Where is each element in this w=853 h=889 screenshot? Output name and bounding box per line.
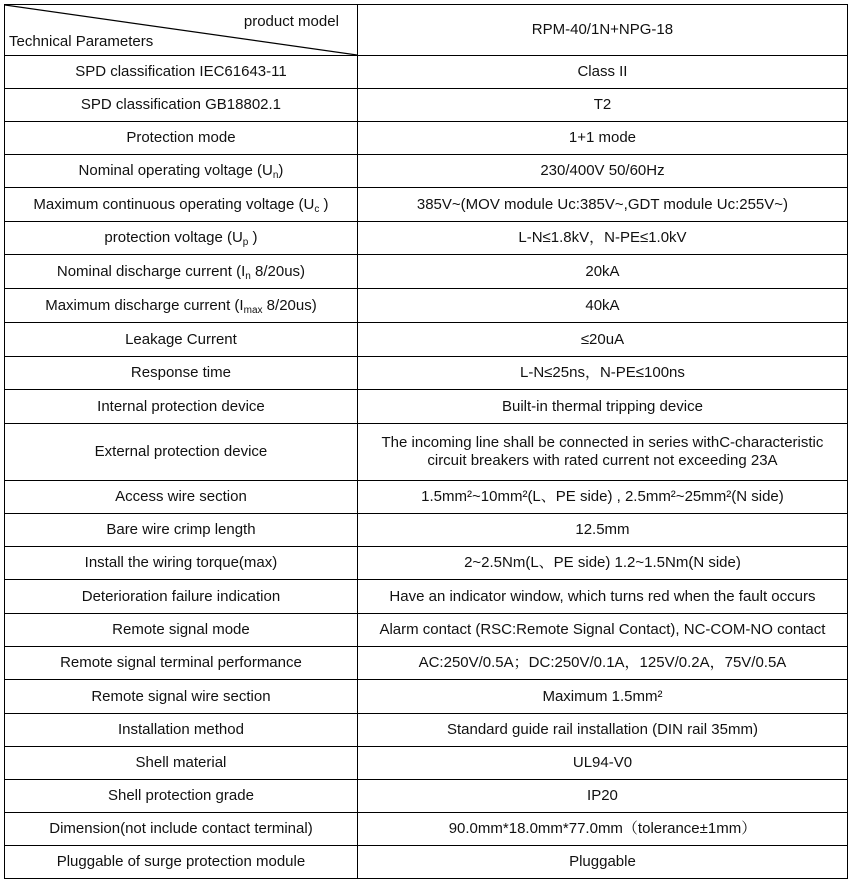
value-cell: Pluggable <box>357 846 847 879</box>
value-cell: 90.0mm*18.0mm*77.0mm（tolerance±1mm） <box>357 813 847 846</box>
param-subscript: n <box>272 170 279 181</box>
table-row <box>5 89 848 122</box>
table-row <box>5 680 848 714</box>
param-cell: Shell material <box>5 747 358 780</box>
param-text: protection voltage (U <box>104 229 243 246</box>
technical-parameters-label: Technical Parameters <box>9 33 154 50</box>
param-cell <box>5 155 358 188</box>
value-cell: ≤20uA <box>357 323 847 357</box>
param-subscript: p <box>242 237 249 248</box>
table-row <box>5 780 848 813</box>
param-cell: Internal protection device <box>5 390 358 424</box>
table-row <box>5 647 848 680</box>
value-cell: T2 <box>357 89 847 122</box>
table-row <box>5 846 848 879</box>
param-text: Maximum continuous operating voltage (U <box>33 195 315 213</box>
param-text: Maximum discharge current (I <box>45 296 244 314</box>
param-cell <box>5 222 358 255</box>
value-cell: Have an indicator window, which turns red when the fault occurs <box>357 580 847 614</box>
table-row <box>5 155 848 188</box>
table-row <box>5 357 848 390</box>
value-cell: 20kA <box>357 255 847 289</box>
value-cell: UL94-V0 <box>357 747 847 780</box>
param-subscript: max <box>243 304 263 316</box>
value-cell: 385V~(MOV module Uc:385V~,GDT module Uc:255V~) <box>357 188 847 222</box>
param-text-end: ) <box>248 229 258 246</box>
param-cell: Shell protection grade <box>5 780 358 813</box>
param-cell: Protection mode <box>5 122 358 155</box>
param-cell: Access wire section <box>5 481 358 514</box>
table-row <box>5 323 848 357</box>
value-cell: 1+1 mode <box>357 122 847 155</box>
param-cell: Remote signal terminal performance <box>5 647 358 680</box>
header-row <box>5 5 848 56</box>
table-row <box>5 747 848 780</box>
value-cell: IP20 <box>357 780 847 813</box>
param-subscript: n <box>245 270 251 282</box>
param-cell: Remote signal wire section <box>5 680 358 714</box>
table-row <box>5 122 848 155</box>
model-cell: RPM-40/1N+NPG-18 <box>357 5 847 56</box>
param-cell: Install the wiring torque(max) <box>5 547 358 580</box>
value-cell: Standard guide rail installation (DIN rail 35mm) <box>357 714 847 747</box>
value-cell: Alarm contact (RSC:Remote Signal Contact), NC-COM-NO contact <box>357 614 847 647</box>
table-row <box>5 481 848 514</box>
table-row <box>5 813 848 846</box>
spec-table <box>4 4 848 879</box>
value-cell: L-N≤1.8kV，N-PE≤1.0kV <box>357 222 847 255</box>
param-text-end: 8/20us) <box>262 296 317 314</box>
table-row <box>5 580 848 614</box>
value-cell: 12.5mm <box>357 514 847 547</box>
param-cell <box>5 255 358 289</box>
param-text-end: ) <box>278 162 284 179</box>
table-row <box>5 547 848 580</box>
table-row <box>5 255 848 289</box>
param-cell: Installation method <box>5 714 358 747</box>
value-cell: Built-in thermal tripping device <box>357 390 847 424</box>
table-row <box>5 222 848 255</box>
param-cell: SPD classification GB18802.1 <box>5 89 358 122</box>
param-subscript: c <box>314 203 320 215</box>
table-row <box>5 390 848 424</box>
param-cell: Leakage Current <box>5 323 358 357</box>
product-model-label: product model <box>243 13 339 30</box>
table-row <box>5 514 848 547</box>
value-cell: 230/400V 50/60Hz <box>357 155 847 188</box>
param-cell: Deterioration failure indication <box>5 580 358 614</box>
value-cell: L-N≤25ns，N-PE≤100ns <box>357 357 847 390</box>
param-cell: External protection device <box>5 424 358 481</box>
value-cell: Class II <box>357 56 847 89</box>
param-text-end: 8/20us) <box>250 262 306 280</box>
value-cell: 1.5mm²~10mm²(L、PE side) , 2.5mm²~25mm²(N side) <box>357 481 847 514</box>
param-cell: SPD classification IEC61643-11 <box>5 56 358 89</box>
param-cell: Remote signal mode <box>5 614 358 647</box>
param-cell: Pluggable of surge protection module <box>5 846 358 879</box>
value-cell: AC:250V/0.5A；DC:250V/0.1A，125V/0.2A，75V/0.5A <box>357 647 847 680</box>
table-row <box>5 714 848 747</box>
diagonal-header-cell <box>5 5 358 56</box>
param-text-end: ) <box>319 195 329 213</box>
value-cell: Maximum 1.5mm² <box>357 680 847 714</box>
value-cell: 2~2.5Nm(L、PE side) 1.2~1.5Nm(N side) <box>357 547 847 580</box>
table-row <box>5 289 848 323</box>
param-cell: Dimension(not include contact terminal) <box>5 813 358 846</box>
table-row <box>5 188 848 222</box>
value-cell: The incoming line shall be connected in series withC-characteristic circuit breakers with rated current not exceeding 23A <box>357 424 847 481</box>
param-text: Nominal operating voltage (U <box>78 162 273 179</box>
table-row <box>5 56 848 89</box>
param-text: Nominal discharge current (I <box>56 262 246 280</box>
table-row <box>5 614 848 647</box>
param-cell <box>5 289 358 323</box>
param-cell: Bare wire crimp length <box>5 514 358 547</box>
value-cell: 40kA <box>357 289 847 323</box>
param-cell: Response time <box>5 357 358 390</box>
param-cell <box>5 188 358 222</box>
table-row <box>5 424 848 481</box>
